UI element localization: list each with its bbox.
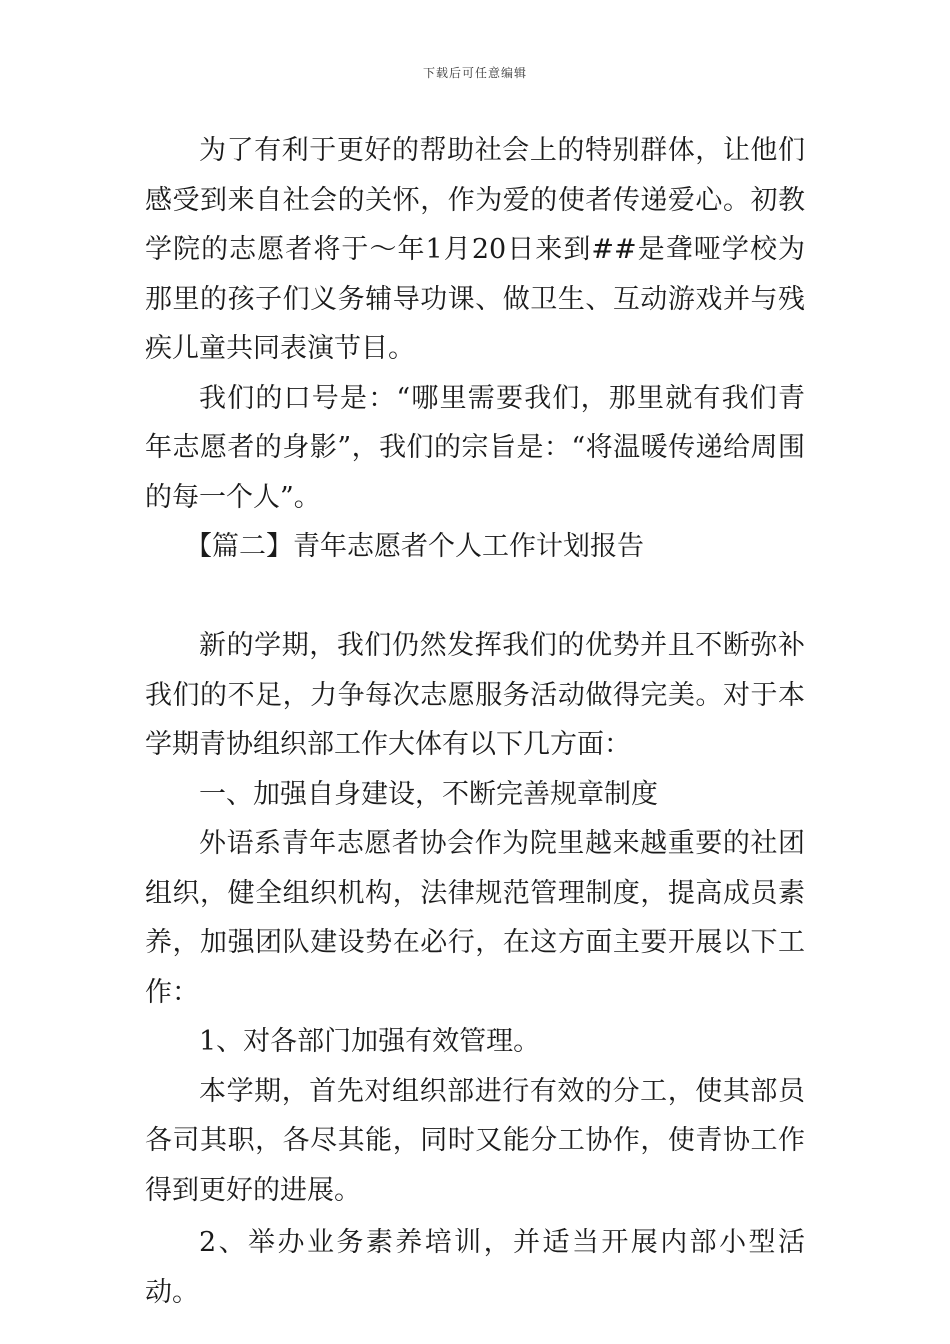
item-1-management: 1、对各部门加强有效管理。 <box>199 1026 541 1057</box>
section-heading: 【篇二】青年志愿者个人工作计划报告 <box>185 531 644 562</box>
paragraph-intro: 为了有利于更好的帮助社会上的特别群体，让他们感受到来自社会的关怀，作为爱的使者传递爱心。初教学院的志愿者将于～年1月20日来到##是聋哑学校为那里的孩子们义务辅导功课、做卫生、互动游戏并与残疾儿童共同表演节目。 <box>145 135 805 364</box>
paragraph-slogan: 我们的口号是：“哪里需要我们，那里就有我们青年志愿者的身影”，我们的宗旨是：“将温暖传递给周围的每一个人”。 <box>145 382 805 513</box>
blank-line <box>145 572 805 622</box>
item-2-training: 2、举办业务素养培训，并适当开展内部小型活动。 <box>145 1227 805 1308</box>
paragraph-association: 外语系青年志愿者协会作为院里越来越重要的社团组织，健全组织机构，法律规范管理制度，提高成员素养，加强团队建设势在必行，在这方面主要开展以下工作： <box>145 828 805 1008</box>
paragraph-division: 本学期，首先对组织部进行有效的分工，使其部员各司其职，各尽其能，同时又能分工协作，使青协工作得到更好的进展。 <box>145 1075 805 1206</box>
paragraph-new-term: 新的学期，我们仍然发挥我们的优势并且不断弥补我们的不足，力争每次志愿服务活动做得完美。对于本学期青协组织部工作大体有以下几方面： <box>145 630 805 760</box>
download-note: 下载后可任意编辑 <box>422 66 527 80</box>
subheading-self-building: 一、加强自身建设，不断完善规章制度 <box>199 778 658 810</box>
document-body <box>145 126 805 1317</box>
